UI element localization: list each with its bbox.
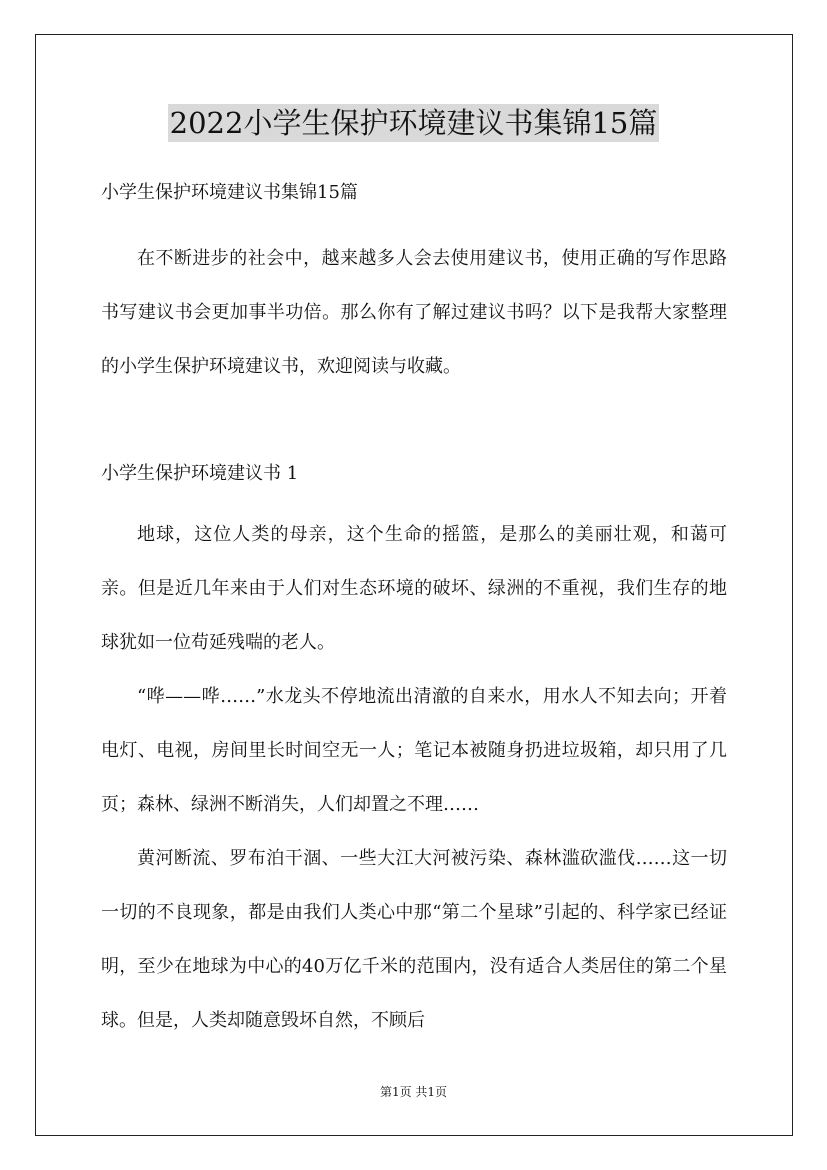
body-paragraph-1: 地球，这位人类的母亲，这个生命的摇篮，是那么的美丽壮观，和蔼可亲。但是近几年来由于人们对生态环境的破坏、绿洲的不重视，我们生存的地球犹如一位苟延残喘的老人。: [101, 524, 727, 653]
title-container: [0, 104, 827, 142]
document-body: [101, 178, 727, 1048]
page-footer: 第1页 共1页: [379, 1085, 448, 1099]
section-heading: 小学生保护环境建议书 1: [101, 463, 299, 484]
document-title: 2022小学生保护环境建议书集锦15篇: [169, 106, 658, 140]
section-spacer: [101, 394, 727, 459]
document-subtitle: 小学生保护环境建议书集锦15篇: [101, 182, 358, 203]
body-paragraph-3: 黄河断流、罗布泊干涸、一些大江大河被污染、森林滥砍滥伐……这一切一切的不良现象，都是由我们人类心中那“第二个星球”引起的、科学家已经证明，至少在地球为中心的40万亿千米的范围内，没有适合人类居住的第二个星球。但是，人类却随意毁坏自然，不顾后: [101, 848, 727, 1031]
body-paragraph-2: “哗——哗……”水龙头不停地流出清澈的自来水，用水人不知去向；开着电灯、电视，房间里长时间空无一人；笔记本被随身扔进垃圾箱，却只用了几页；森林、绿洲不断消失，人们却置之不理……: [101, 686, 727, 815]
intro-paragraph: 在不断进步的社会中，越来越多人会去使用建议书，使用正确的写作思路书写建议书会更加事半功倍。那么你有了解过建议书吗？以下是我帮大家整理的小学生保护环境建议书，欢迎阅读与收藏。: [101, 248, 727, 377]
